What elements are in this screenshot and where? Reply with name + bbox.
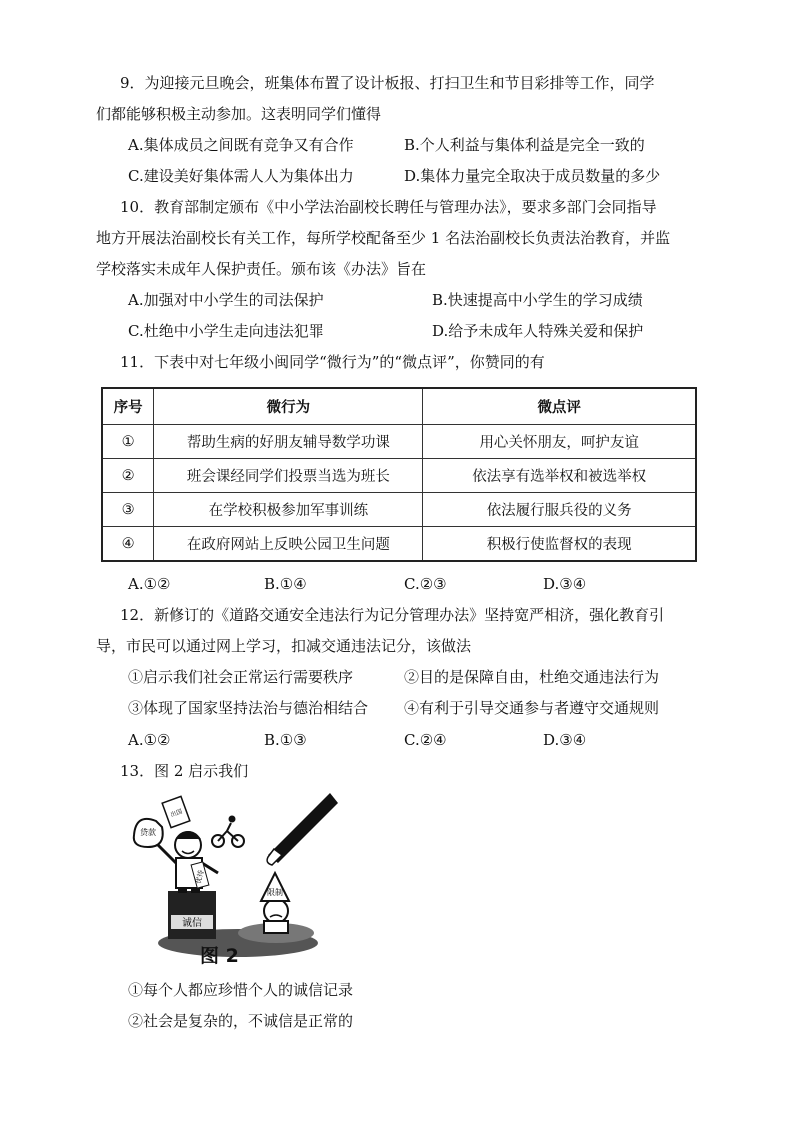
q11-option-d: D.③④	[543, 575, 587, 593]
q11-option-b: B.①④	[264, 575, 307, 593]
q10-stem-line1: 10．教育部制定颁布《中小学法治副校长聘任与管理办法》，要求多部门会同指导	[120, 198, 657, 216]
q10-option-a: A.加强对中小学生的司法保护	[128, 291, 324, 309]
q12-option-a: A.①②	[128, 731, 171, 749]
figure-caption: 图 2	[200, 945, 239, 967]
q12-statement-4: ④有利于引导交通参与者遵守交通规则	[404, 699, 660, 717]
q9-stem-line1: 9．为迎接元旦晚会，班集体布置了设计板报、打扫卫生和节目彩排等工作，同学	[120, 74, 655, 92]
table-cell-behavior: 班会课经同学们投票当选为班长	[154, 459, 423, 493]
rider-head	[229, 816, 236, 823]
q12-option-c: C.②④	[404, 731, 447, 749]
q12-statement-1: ①启示我们社会正常运行需要秩序	[128, 668, 354, 686]
q10-stem-line2: 地方开展法治副校长有关工作，每所学校配备至少 1 名法治副校长负责法治教育，并监	[96, 229, 671, 247]
q11-option-c: C.②③	[404, 575, 447, 593]
table-cell-behavior: 在学校积极参加军事训练	[154, 493, 423, 527]
table-cell-comment: 用心关怀朋友，呵护友谊	[423, 425, 696, 459]
restriction-label: 限制	[267, 888, 283, 897]
q12-option-b: B.①③	[264, 731, 307, 749]
q12-stem-line1: 12．新修订的《道路交通安全违法行为记分管理办法》坚持宽严相济，强化教育引	[120, 606, 665, 624]
q10-option-b: B.快速提高中小学生的学习成绩	[432, 291, 643, 309]
table-header-behavior: 微行为	[154, 388, 423, 425]
q10-option-c: C.杜绝中小学生走向违法犯罪	[128, 322, 324, 340]
table-header-index: 序号	[102, 388, 154, 425]
q9-option-b: B.个人利益与集体利益是完全一致的	[404, 136, 645, 154]
q12-option-d: D.③④	[543, 731, 587, 749]
table-cell-index: ①	[102, 425, 154, 459]
table-cell-comment: 积极行使监督权的表现	[423, 527, 696, 562]
sad-man-head	[264, 899, 288, 923]
table-cell-index: ②	[102, 459, 154, 493]
q10-option-d: D.给予未成年人特殊关爱和保护	[432, 322, 644, 340]
sad-man-body	[264, 921, 288, 933]
q9-option-a: A.集体成员之间既有竞争又有合作	[128, 136, 354, 154]
q12-stem-line2: 导，市民可以通过网上学习，扣减交通违法记分，该做法	[96, 637, 472, 655]
table-cell-comment: 依法享有选举权和被选举权	[423, 459, 696, 493]
q12-statement-3: ③体现了国家坚持法治与德治相结合	[128, 699, 369, 717]
q12-statement-2: ②目的是保障自由，杜绝交通违法行为	[404, 668, 660, 686]
q11-option-a: A.①②	[128, 575, 171, 593]
table-cell-index: ③	[102, 493, 154, 527]
q10-stem-line3: 学校落实未成年人保护责任。颁布该《办法》旨在	[96, 260, 427, 278]
table-cell-index: ④	[102, 527, 154, 562]
q13-stem: 13．图 2 启示我们	[120, 762, 249, 780]
table-cell-behavior: 帮助生病的好朋友辅导数学功课	[154, 425, 423, 459]
table-header-row	[102, 388, 696, 425]
table-cell-comment: 依法履行服兵役的义务	[423, 493, 696, 527]
q11-table	[101, 387, 697, 562]
q9-stem-line2: 们都能够积极主动参加。这表明同学们懂得	[96, 105, 382, 123]
q11-stem: 11．下表中对七年级小闽同学“微行为”的“微点评”，你赞同的有	[120, 353, 545, 371]
table-row	[102, 493, 696, 527]
loan-bag-label: 贷款	[140, 828, 156, 837]
q9-option-d: D.集体力量完全取决于成员数量的多少	[404, 167, 661, 185]
q13-statement-2: ②社会是复杂的，不诚信是正常的	[128, 1012, 354, 1030]
happy-man-leg-left	[178, 887, 187, 893]
q9-option-c: C.建设美好集体需人人为集体出力	[128, 167, 354, 185]
pedestal-label: 诚信	[182, 918, 202, 929]
q13-statement-1: ①每个人都应珍惜个人的诚信记录	[128, 981, 354, 999]
table-row	[102, 425, 696, 459]
table-cell-behavior: 在政府网站上反映公园卫生问题	[154, 527, 423, 562]
table-header-comment: 微点评	[423, 388, 696, 425]
bicycle-frame	[218, 823, 238, 841]
document-label: 出国	[169, 808, 184, 819]
table-row	[102, 527, 696, 562]
happy-man-arm-left	[158, 845, 176, 863]
table-row	[102, 459, 696, 493]
sash-label: 优待	[194, 869, 206, 885]
